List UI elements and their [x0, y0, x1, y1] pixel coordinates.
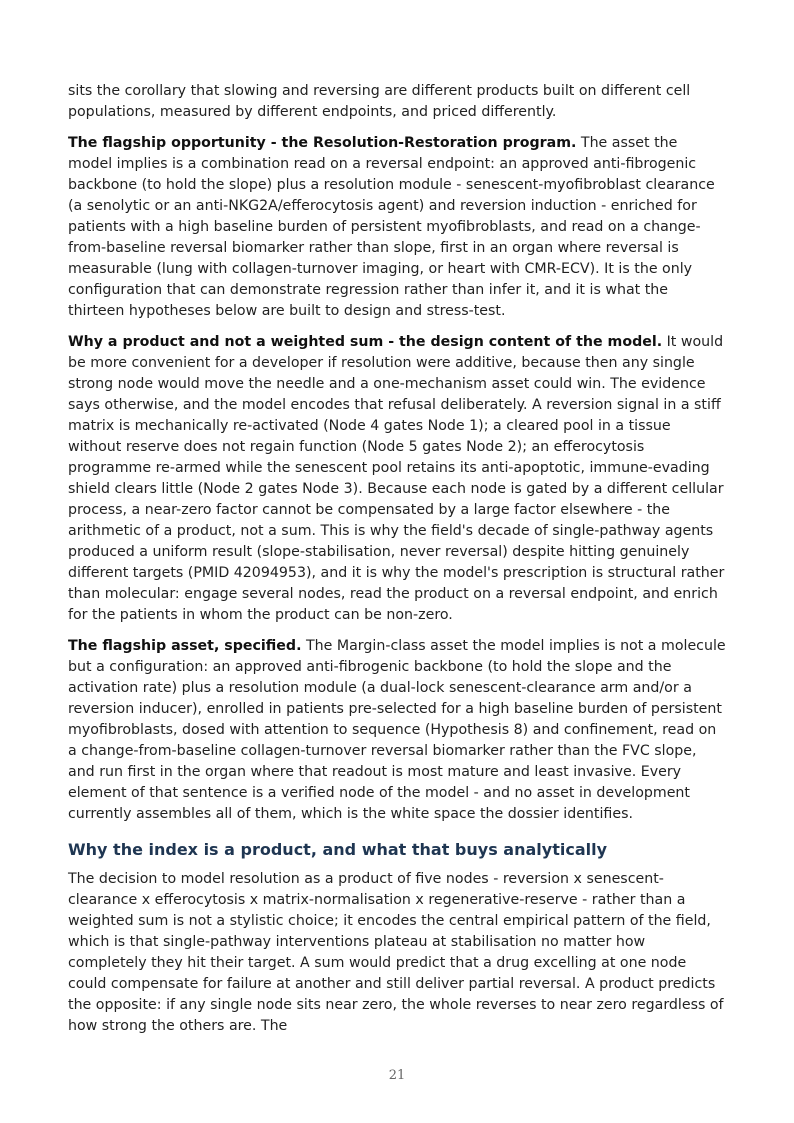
section-heading: Why the index is a product, and what that buys analytically	[68, 840, 608, 859]
paragraph-lead: The flagship opportunity - the Resolution-Restoration program.	[68, 135, 577, 151]
paragraph-lead: The flagship asset, specified.	[68, 638, 302, 654]
paragraph-text: The Margin-class asset the model implies is not a molecule but a configuration: an approved anti-fibrogenic backbone (to hold the slope and the activation rate) plus a resolution module (a dual-lock senescent-clearance arm and/or a reversion inducer), enrolled in patients pre-selected for a high baseline burden of persistent myofibroblasts, dosed with attention to sequence (Hypothesis 8) and confinement, read on a change-from-baseline collagen-turnover reversal biomarker rather than the FVC slope, and run first in the organ where that readout is most mature and least invasive. Every element of that sentence is a verified node of the model - and no asset in development currently assembles all of them, which is the white space the dossier identifies.	[68, 638, 726, 822]
paragraph-flagship-asset	[68, 636, 726, 825]
page-number: 21	[388, 1068, 406, 1083]
paragraph-text: The asset the model implies is a combination read on a reversal endpoint: an approved anti-fibrogenic backbone (to hold the slope) plus a resolution module - senescent-myofibroblast clearance (a senolytic or an anti-NKG2A/efferocytosis agent) and reversion induction - enriched for patients with a high baseline burden of persistent myofibroblasts, and read on a change-from-baseline reversal biomarker rather than slope, first in an organ where reversal is measurable (lung with collagen-turnover imaging, or heart with CMR-ECV). It is the only configuration that can demonstrate regression rather than infer it, and it is what the thirteen hypotheses below are built to design and stress-test.	[68, 135, 715, 319]
paragraph-text: It would be more convenient for a developer if resolution were additive, because then any single strong node would move the needle and a one-mechanism asset could win. The evidence says otherwise, and the model encodes that refusal deliberately. A reversion signal in a stiff matrix is mechanically re-activated (Node 4 gates Node 1); a cleared pool in a tissue without reserve does not regain function (Node 5 gates Node 2); an efferocytosis programme re-armed while the senescent pool retains its anti-apoptotic, immune-evading shield clears little (Node 2 gates Node 3). Because each node is gated by a different cellular process, a near-zero factor cannot be compensated by a large factor elsewhere - the arithmetic of a product, not a sum. This is why the field's decade of single-pathway agents produced a uniform result (slope-stabilisation, never reversal) despite hitting genuinely different targets (PMID 42094953), and it is why the model's prescription is structural rather than molecular: engage several nodes, read the product on a reversal endpoint, and enrich for the patients in whom the product can be non-zero.	[68, 334, 725, 623]
paragraph-lead: Why a product and not a weighted sum - the design content of the model.	[68, 334, 663, 350]
paragraph-continuation	[68, 81, 726, 123]
paragraph-text: sits the corollary that slowing and reversing are different products built on different cell populations, measured by different endpoints, and priced differently.	[68, 83, 691, 120]
section-paragraph: The decision to model resolution as a product of five nodes - reversion x senescent-clearance x efferocytosis x matrix-normalisation x regenerative-reserve - rather than a weighted sum is not a stylistic choice; it encodes the central empirical pattern of the field, which is that single-pathway interventions plateau at stabilisation no matter how completely they hit their target. A sum would predict that a drug excelling at one node could compensate for failure at another and still deliver partial reversal. A product predicts the opposite: if any single node sits near zero, the whole reverses to near zero regardless of how strong the others are. The	[68, 871, 724, 1034]
document-body	[68, 81, 726, 1047]
paragraph-flagship-opportunity	[68, 133, 726, 322]
paragraph-product-not-sum	[68, 332, 726, 626]
